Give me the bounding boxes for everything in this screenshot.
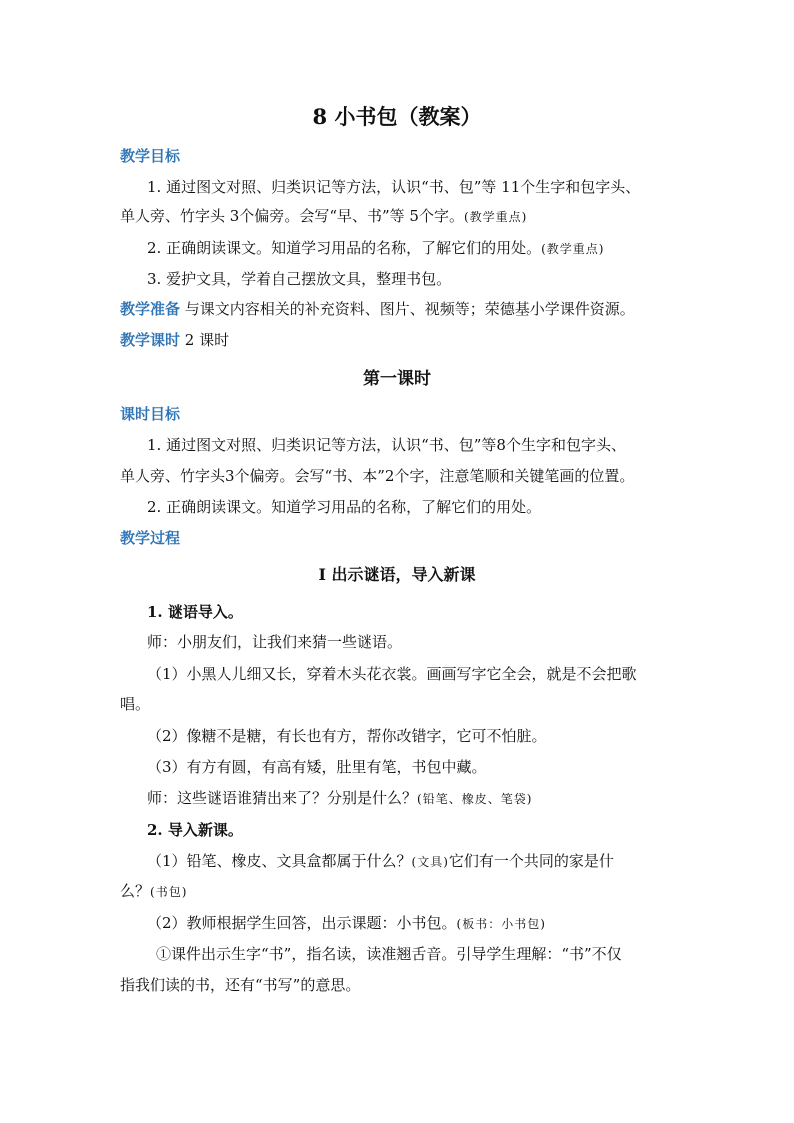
- part-1-label: 1. 谜语导入。: [147, 603, 243, 621]
- section-1-title: Ⅰ 出示谜语，导入新课: [318, 565, 476, 584]
- question-1-line-1: （1）铅笔、橡皮、文具盒都属于什么？(文具)它们有一个共同的家是什: [147, 852, 614, 870]
- question-3-line-1: ①课件出示生字“书”，指名读，读准翘舌音。引导学生理解：“书”不仅: [156, 945, 622, 963]
- riddle-3: （3）有方有圆，有高有矮，肚里有笔，书包中藏。: [147, 758, 487, 776]
- teacher-line-1: 师：小朋友们，让我们来猜一些谜语。: [147, 633, 403, 651]
- question-2: （2）教师根据学生回答，出示课题：小书包。(板书：小书包): [147, 914, 546, 932]
- question-1-note-2: (书包): [150, 885, 188, 899]
- prep-heading: 教学准备: [120, 300, 181, 318]
- process-heading: 教学过程: [120, 529, 181, 547]
- riddle-1-line-1: （1）小黑人儿细又长，穿着木头花衣裳。画画写字它全会，就是不会把歌: [147, 665, 637, 683]
- lesson-goals-heading: 课时目标: [120, 405, 181, 423]
- goals-heading: 教学目标: [120, 147, 181, 165]
- goal-2-note: (教学重点): [541, 242, 605, 256]
- lesson-goal-1-line-1: 1. 通过图文对照、归类识记等方法，认识“书、包”等8个生字和包字头、: [147, 436, 626, 454]
- question-3-line-2: 指我们读的书，还有“书写”的意思。: [120, 976, 361, 994]
- prep-line: 教学准备 与课文内容相关的补充资料、图片、视频等；荣德基小学课件资源。: [120, 300, 635, 318]
- hours-line: 教学课时 2 课时: [120, 331, 230, 349]
- document-title: 8 小书包（教案）: [312, 104, 482, 129]
- goal-3: 3. 爱护文具，学着自己摆放文具，整理书包。: [147, 270, 452, 288]
- teacher-line-2: 师：这些谜语谁猜出来了？分别是什么？(铅笔、橡皮、笔袋): [147, 789, 533, 807]
- goal-1-line-2: 单人旁、竹字头 3个偏旁。会写“早、书”等 5个字。(教学重点): [120, 207, 528, 225]
- lesson-goal-1-line-2: 单人旁、竹字头3个偏旁。会写“书、本”2个字，注意笔顺和关键笔画的位置。: [120, 467, 635, 485]
- question-1-line-2: 么？(书包): [120, 882, 188, 900]
- hours-heading: 教学课时: [120, 331, 181, 349]
- goal-2: 2. 正确朗读课文。知道学习用品的名称，了解它们的用处。(教学重点): [147, 239, 605, 257]
- part-2-label: 2. 导入新课。: [147, 821, 243, 839]
- lesson-1-title: 第一课时: [363, 369, 431, 389]
- question-2-note: (板书：小书包): [456, 917, 546, 931]
- question-1-note-1: (文具): [411, 855, 449, 869]
- goal-1-note: (教学重点): [463, 210, 528, 224]
- lesson-goal-2: 2. 正确朗读课文。知道学习用品的名称，了解它们的用处。: [147, 498, 542, 516]
- riddle-1-line-2: 唱。: [120, 695, 151, 713]
- goal-1-line-1: 1. 通过图文对照、归类识记等方法，认识“书、包”等 11个生字和包字头、: [147, 178, 641, 196]
- teacher-2-note: (铅笔、橡皮、笔袋): [417, 792, 533, 806]
- riddle-2: （2）像糖不是糖，有长也有方，帮你改错字，它可不怕脏。: [147, 727, 547, 745]
